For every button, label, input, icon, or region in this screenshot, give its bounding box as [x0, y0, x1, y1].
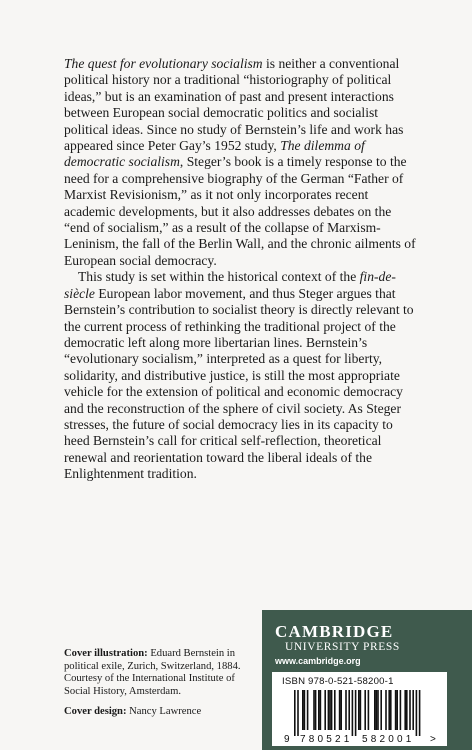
barcode-bar — [377, 690, 379, 730]
barcode-bar — [388, 690, 390, 730]
barcode-end-mark: > — [430, 734, 436, 744]
barcode-bar — [419, 690, 421, 736]
blurb-p2-text-b: European labor movement, and thus Steger argues that Bernstein’s contribution to socialist theory is directly relevant to the current process of rethinking the traditional project of the democratic left along more libertarian lines. Bernstein’s “evolutionary socialism,” interpreted as a quest for liberty, solidarity, and distributive justice, is still the most appropriate vehicle for the extension of political and economic democracy and the reconstruction of the sphere of civil society. As Steger stresses, the future of social democracy lies in its capacity to heed Bernstein’s call for critical self-reflection, theoretical renewal and reorientation toward the liberal ideals of the Enlightenment tradition. — [64, 285, 414, 482]
barcode-left-group: 780521 — [300, 734, 353, 744]
cover-illustration-credit — [64, 648, 264, 698]
cover-design-text: Nancy Lawrence — [126, 706, 202, 718]
publisher-subtitle: UNIVERSITY PRESS — [285, 641, 400, 653]
barcode-bar — [406, 690, 408, 730]
back-cover-blurb — [64, 56, 416, 483]
barcode-bar — [324, 690, 326, 730]
barcode-bar — [328, 690, 330, 730]
barcode-bar — [390, 690, 392, 730]
cover-illustration-text: Eduard Bernstein in political exile, Zurich, Switzerland, 1884. Courtesy of the International Institute of Social History, Amsterdam. — [64, 648, 241, 697]
barcode-bar — [345, 690, 347, 730]
barcode-bar — [396, 690, 398, 730]
barcode-bar — [400, 690, 402, 730]
blurb-paragraph-1 — [64, 56, 416, 269]
barcode-bar — [355, 690, 357, 736]
barcode-bar — [318, 690, 320, 730]
barcode-bar — [340, 690, 342, 730]
isbn-text: ISBN 978-0-521-58200-1 — [282, 676, 394, 687]
blurb-p1-text-a: is neither a conventional political history nor a traditional “historiography of political ideas,” but is an examination of past and present interactions between European social democratic politics and socialist political ideas. Since no study of Bernstein’s life and work has appeared since Peter Gay’s 1952 study, — [64, 56, 404, 154]
barcode-bar — [313, 690, 315, 730]
barcode-bar — [348, 690, 350, 730]
barcode-bar — [339, 690, 341, 730]
barcode-bar — [329, 690, 331, 730]
cover-illustration-label: Cover illustration: — [64, 648, 148, 659]
barcode-icon — [284, 690, 439, 744]
book-title-italic: The quest for evolutionary socialism — [64, 56, 263, 71]
barcode-bar — [376, 690, 378, 730]
barcode-bar — [374, 690, 376, 730]
gay-book-title-italic: The dilemma of democratic socialism — [64, 138, 365, 170]
barcode-bar — [302, 690, 304, 730]
fin-de-siecle-italic: fin-de-siècle — [64, 269, 396, 301]
barcode-bar — [358, 690, 360, 730]
barcode-bar — [352, 690, 354, 736]
barcode-bar — [320, 690, 322, 730]
barcode-first-digit: 9 — [284, 734, 290, 744]
barcode-bar — [331, 690, 333, 730]
barcode-panel — [272, 672, 447, 746]
barcode-bar — [395, 690, 397, 730]
barcode-bar — [385, 690, 387, 730]
barcode-bar — [364, 690, 366, 730]
barcode-bar — [360, 690, 362, 730]
barcode-bar — [409, 690, 411, 730]
publisher-url: www.cambridge.org — [275, 656, 361, 666]
cover-design-credit — [64, 706, 264, 719]
barcode-right-group: 582001 — [362, 734, 415, 744]
barcode-bar — [297, 690, 299, 736]
barcode-bar — [416, 690, 418, 736]
blurb-p1-text-b: , Steger’s book is a timely response to the need for a comprehensive biography of the German “Father of Marxist Revisionism,” as it not only incorporates recent academic developments, but it also addresses debates on the “end of socialism,” as a result of the collapse of Marxism-Leninism, the fall of the Berlin Wall, and the chronic ailments of European social democracy. — [64, 154, 416, 268]
barcode-bar — [368, 690, 370, 730]
barcode-bar — [380, 690, 382, 730]
publisher-name: CAMBRIDGE — [275, 622, 394, 641]
barcode-bar — [307, 690, 309, 730]
barcode-bar — [304, 690, 306, 730]
barcode-bar — [404, 690, 406, 730]
cover-design-label: Cover design: — [64, 706, 127, 718]
blurb-p2-text-a: This study is set within the historical context of the — [78, 269, 360, 285]
barcode-bar — [412, 690, 414, 730]
blurb-paragraph-2 — [64, 269, 416, 482]
barcode-bar — [294, 690, 296, 736]
publisher-box — [262, 610, 472, 750]
barcode-bar — [334, 690, 336, 730]
barcode-bar — [315, 690, 317, 730]
cover-credits — [64, 648, 264, 727]
